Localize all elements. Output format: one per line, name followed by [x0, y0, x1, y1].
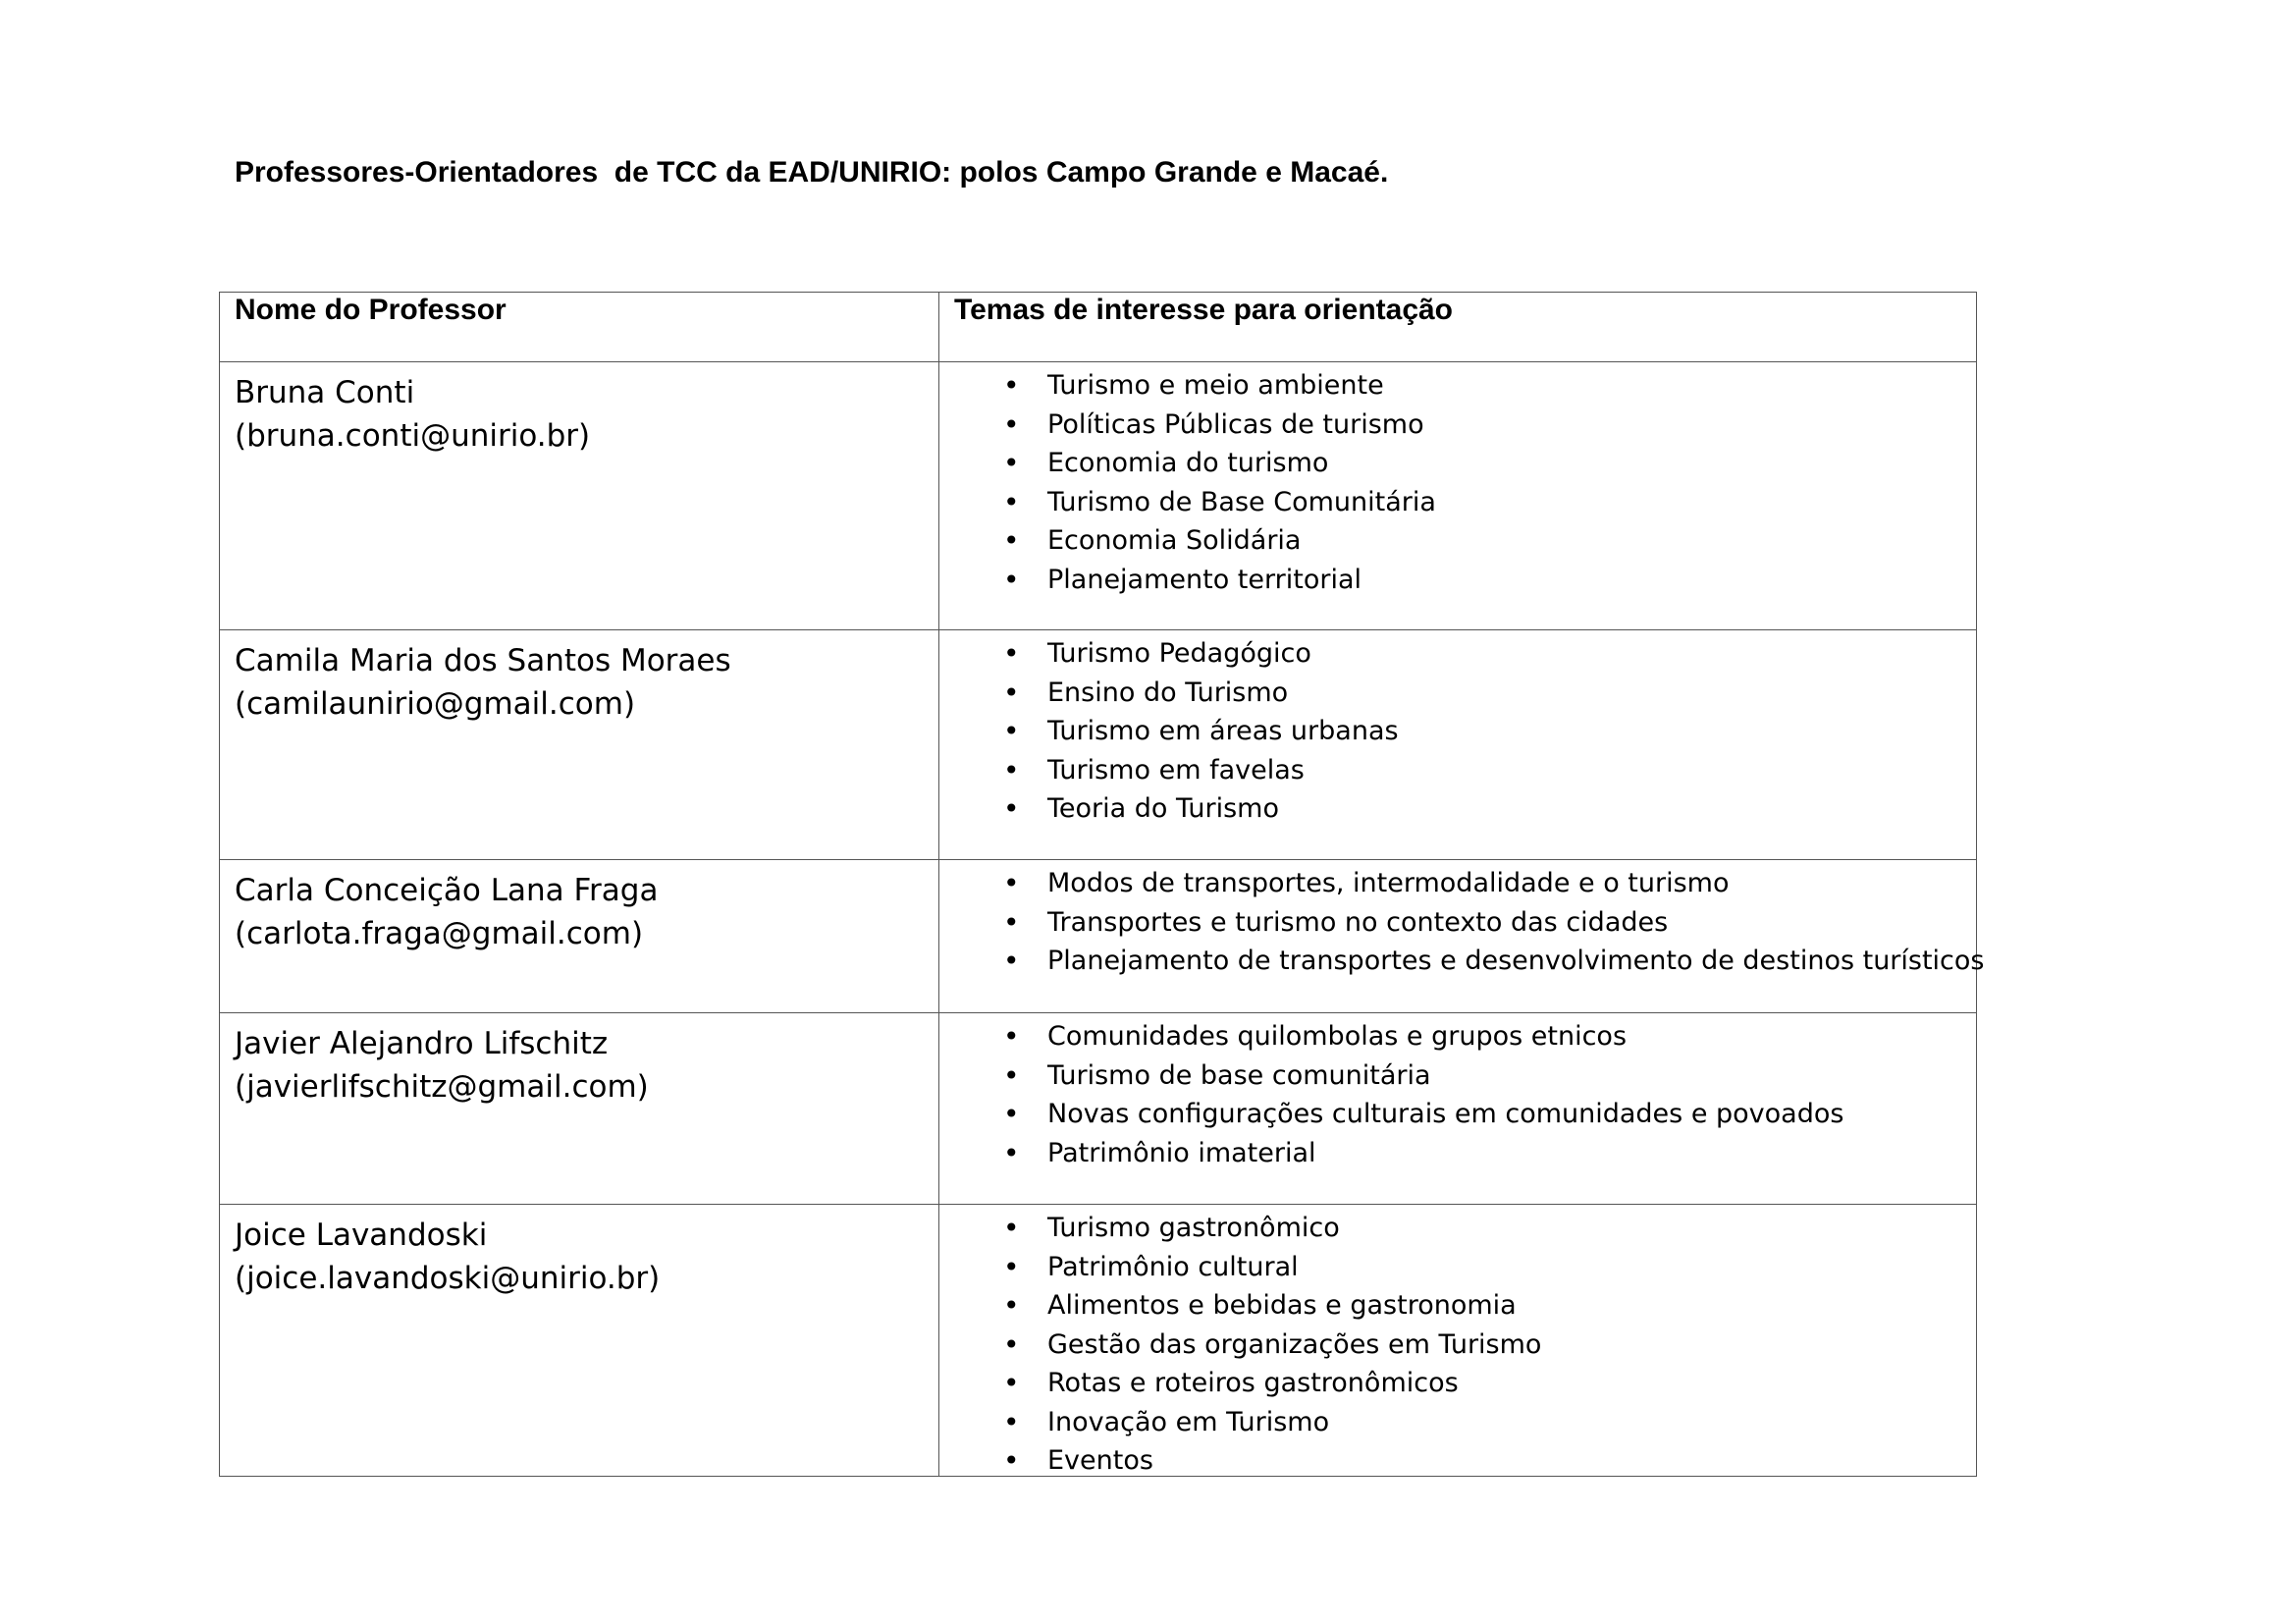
professor-cell: [220, 860, 939, 1013]
list-item: [939, 942, 1985, 981]
bullet-icon: •: [1003, 485, 1020, 518]
list-item: [939, 1403, 1976, 1442]
topics-list: [939, 864, 1985, 981]
topic-text: Políticas Públicas de turismo: [1047, 408, 1424, 440]
list-item: [939, 366, 1976, 406]
professor-name: Bruna Conti: [235, 375, 415, 410]
topic-text: Turismo em áreas urbanas: [1047, 716, 1399, 746]
document-title: Professores-Orientadores de TCC da EAD/UNIRIO: polos Campo Grande e Macaé.: [235, 156, 1389, 189]
header-name-cell: [220, 293, 939, 362]
professor-name: Javier Alejandro Lifschitz: [235, 1026, 609, 1061]
topics-cell-content: [939, 1205, 1976, 1476]
list-item: [939, 444, 1976, 483]
professor-cell-content: [220, 362, 938, 629]
topic-text: Transportes e turismo no contexto das cidades: [1047, 906, 1669, 938]
topics-cell-content: [939, 860, 1985, 1012]
list-item: [939, 903, 1976, 943]
professor-cell-content: [220, 630, 938, 859]
table-row: [220, 1205, 1977, 1477]
topic-text: Patrimônio imaterial: [1047, 1137, 1316, 1168]
professor-name: Carla Conceição Lana Fraga: [235, 873, 659, 908]
topic-text: Novas configurações culturais em comunidades e povoados: [1047, 1099, 1844, 1129]
professor-name: Joice Lavandoski: [235, 1218, 488, 1253]
topic-text: Planejamento territorial: [1047, 564, 1362, 595]
topic-text: Turismo Pedagógico: [1047, 638, 1311, 669]
professor-cell-content: [220, 1205, 938, 1476]
topic-text: Teoria do Turismo: [1047, 793, 1279, 824]
topic-text: Eventos: [1047, 1445, 1153, 1476]
topic-text: Turismo e meio ambiente: [1047, 370, 1384, 401]
bullet-icon: •: [1003, 905, 1020, 939]
list-item: [939, 521, 1976, 561]
list-item: [939, 789, 1976, 829]
bullet-icon: •: [1003, 447, 1020, 479]
list-item: [939, 1326, 1976, 1365]
professor-cell: [220, 1205, 939, 1477]
bullet-icon: •: [1003, 369, 1020, 402]
topic-text: Comunidades quilombolas e grupos etnicos: [1047, 1021, 1628, 1052]
professor-email: (camilaunirio@gmail.com): [235, 686, 636, 722]
topic-text: Gestão das organizações em Turismo: [1047, 1328, 1542, 1360]
bullet-icon: •: [1003, 1327, 1020, 1361]
topics-cell-content: [939, 362, 1976, 629]
bullet-icon: •: [1003, 1289, 1020, 1322]
topics-list: [939, 1209, 1976, 1481]
bullet-icon: •: [1003, 867, 1020, 899]
professor-email: (javierlifschitz@gmail.com): [235, 1069, 649, 1105]
bullet-icon: •: [1003, 945, 1020, 977]
topic-text: Turismo gastronômico: [1047, 1213, 1340, 1243]
professor-cell-content: [220, 1013, 938, 1204]
bullet-icon: •: [1003, 637, 1020, 670]
bullet-icon: •: [1003, 1136, 1020, 1169]
list-item: [939, 1134, 1976, 1173]
topics-cell: [939, 362, 1977, 630]
topics-cell: [939, 1013, 1977, 1205]
topics-cell-content: [939, 630, 1976, 859]
list-item: [939, 751, 1976, 790]
list-item: [939, 1364, 1976, 1403]
professor-email: (joice.lavandoski@unirio.br): [235, 1261, 661, 1296]
list-item: [939, 1056, 1976, 1096]
professor-email: (carlota.fraga@gmail.com): [235, 916, 644, 951]
list-item: [939, 1017, 1976, 1056]
list-item: [939, 561, 1976, 600]
table-header-row: [220, 293, 1977, 362]
topics-cell-content: [939, 1013, 1976, 1204]
table-row: [220, 630, 1977, 860]
topic-text: Planejamento de transportes e desenvolvimento de destinos turísticos: [1047, 946, 1985, 976]
topics-cell: [939, 1205, 1977, 1477]
list-item: [939, 483, 1976, 522]
list-item: [939, 1441, 1976, 1481]
list-item: [939, 406, 1976, 445]
bullet-icon: •: [1003, 524, 1020, 557]
bullet-icon: •: [1003, 715, 1020, 747]
topics-cell: [939, 860, 1985, 1013]
header-topics-cell: [939, 293, 1977, 362]
bullet-icon: •: [1003, 1058, 1020, 1092]
topic-text: Modos de transportes, intermodalidade e o turismo: [1047, 868, 1730, 898]
list-item: [939, 674, 1976, 713]
topics-list: [939, 1017, 1976, 1172]
table-body: [220, 362, 1985, 1477]
topic-text: Turismo de Base Comunitária: [1047, 486, 1436, 517]
topic-text: Ensino do Turismo: [1047, 677, 1289, 708]
bullet-icon: •: [1003, 1212, 1020, 1244]
bullet-icon: •: [1003, 1250, 1020, 1283]
bullet-icon: •: [1003, 1405, 1020, 1438]
topic-text: Economia do turismo: [1047, 448, 1329, 478]
professor-name: Camila Maria dos Santos Moraes: [235, 643, 731, 678]
list-item: [939, 1286, 1976, 1326]
table-row: [220, 362, 1977, 630]
topic-text: Patrimônio cultural: [1047, 1251, 1299, 1282]
bullet-icon: •: [1003, 1098, 1020, 1130]
bullet-icon: •: [1003, 753, 1020, 786]
list-item: [939, 712, 1976, 751]
topic-text: Rotas e roteiros gastronômicos: [1047, 1368, 1459, 1398]
bullet-icon: •: [1003, 1444, 1020, 1477]
table-row: [220, 860, 1977, 1013]
professor-cell: [220, 630, 939, 860]
list-item: [939, 1248, 1976, 1287]
list-item: [939, 864, 1976, 903]
table-row: [220, 1013, 1977, 1205]
bullet-icon: •: [1003, 792, 1020, 825]
list-item: [939, 634, 1976, 674]
header-topics-label: Temas de interesse para orientação: [954, 294, 1454, 326]
bullet-icon: •: [1003, 1367, 1020, 1399]
professor-email: (bruna.conti@unirio.br): [235, 418, 591, 454]
topics-list: [939, 366, 1976, 599]
advisors-table: [219, 292, 1985, 1477]
topics-list: [939, 634, 1976, 829]
professor-cell: [220, 1013, 939, 1205]
topic-text: Economia Solidária: [1047, 525, 1302, 556]
bullet-icon: •: [1003, 563, 1020, 596]
topic-text: Turismo em favelas: [1047, 754, 1305, 785]
topic-text: Inovação em Turismo: [1047, 1406, 1330, 1437]
professor-cell: [220, 362, 939, 630]
topic-text: Alimentos e bebidas e gastronomia: [1047, 1290, 1517, 1321]
bullet-icon: •: [1003, 407, 1020, 441]
bullet-icon: •: [1003, 1020, 1020, 1053]
professor-cell-content: [220, 860, 938, 1012]
bullet-icon: •: [1003, 676, 1020, 709]
topic-text: Turismo de base comunitária: [1047, 1059, 1431, 1091]
topics-cell: [939, 630, 1977, 860]
list-item: [939, 1095, 1976, 1134]
list-item: [939, 1209, 1976, 1248]
header-name-label: Nome do Professor: [235, 294, 507, 326]
